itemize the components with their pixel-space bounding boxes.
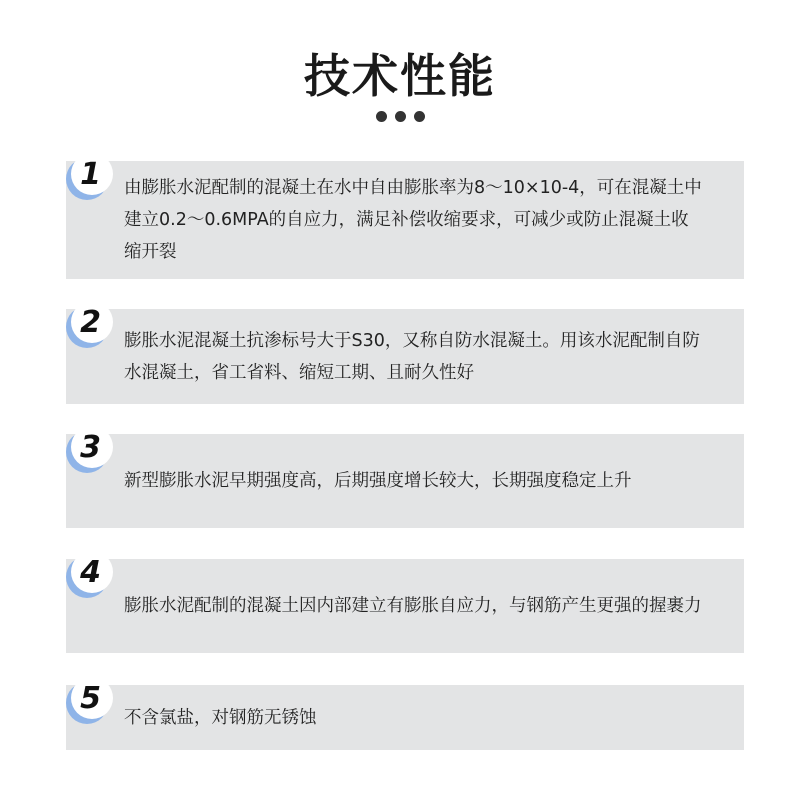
feature-text: 新型膨胀水泥早期强度高，后期强度增长较大，长期强度稳定上升 [124,471,632,491]
number-badge-label: 5 [80,680,101,716]
number-badge-label: 2 [80,304,101,340]
number-badge [71,677,113,719]
dot-icon [395,111,406,122]
number-badge [71,301,113,343]
number-badge [71,551,113,593]
dot-icon [376,111,387,122]
page-title: 技术性能 [304,49,496,103]
dot-icon [414,111,425,122]
feature-text: 由膨胀水泥配制的混凝土在水中自由膨胀率为8～10×10-4，可在混凝土中建立0.2～0.6MPA的自应力，满足补偿收缩要求，可减少或防止混凝土收缩开裂 [124,178,702,262]
feature-card-3 [66,429,744,528]
feature-text: 膨胀水泥配制的混凝土因内部建立有膨胀自应力，与钢筋产生更强的握裹力 [124,596,702,616]
number-badge [71,426,113,468]
number-badge-label: 1 [80,156,101,192]
feature-card-2 [66,304,744,404]
number-badge-label: 4 [80,554,101,590]
title-dots-divider [0,111,800,122]
feature-card-1 [66,156,744,279]
number-badge [71,153,113,195]
feature-card-5 [66,680,744,750]
number-badge-label: 3 [80,429,101,465]
feature-text: 不含氯盐，对钢筋无锈蚀 [124,707,317,728]
feature-card-4 [66,554,744,653]
feature-text: 膨胀水泥混凝土抗渗标号大于S30，又称自防水混凝土。用该水泥配制自防水混凝土，省工省料、缩短工期、且耐久性好 [124,330,700,383]
